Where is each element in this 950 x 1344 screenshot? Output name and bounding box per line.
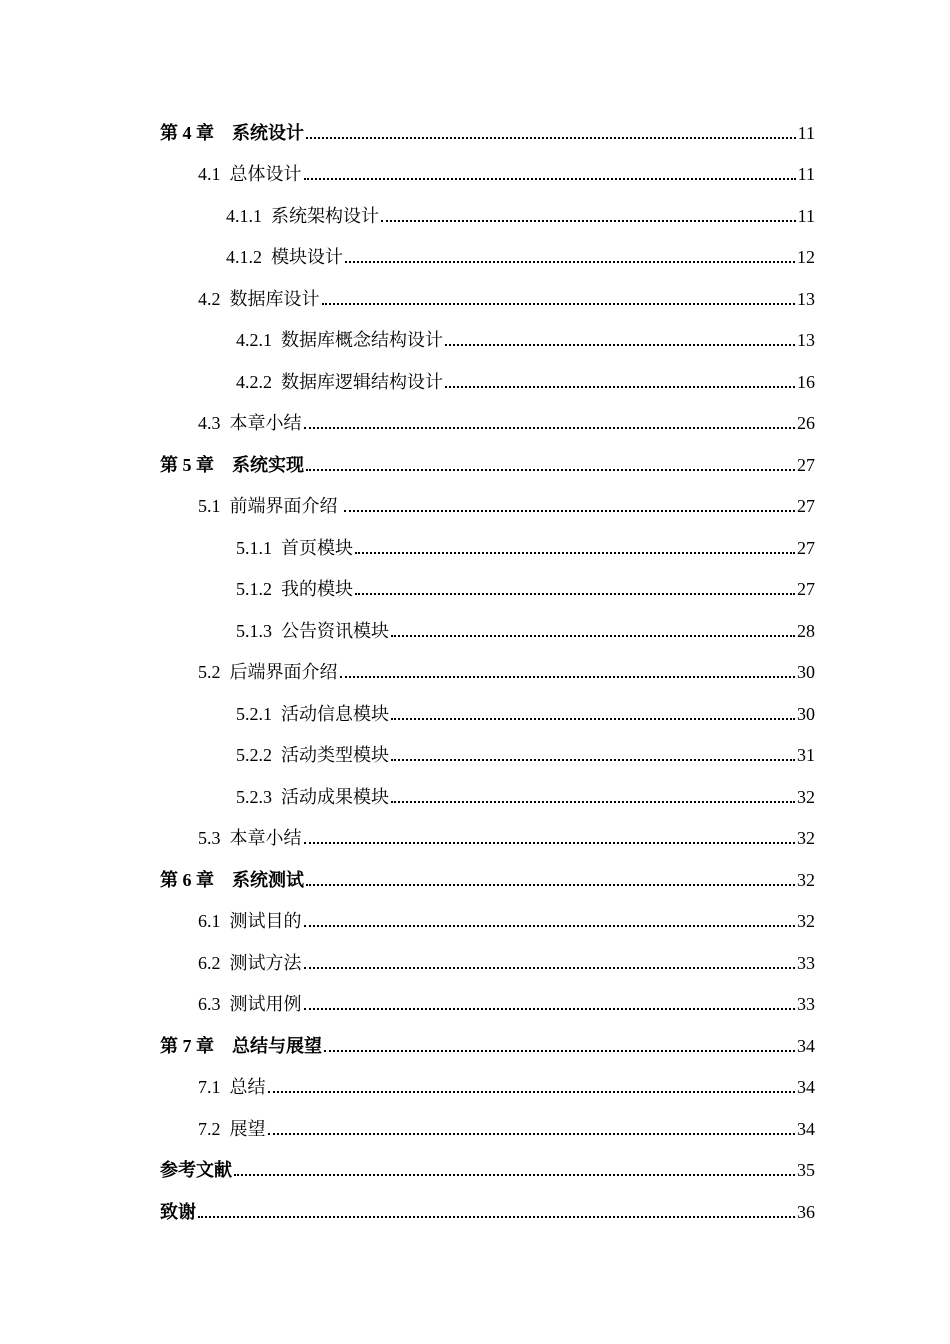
toc-entry-title: 第 4 章 系统设计 [160, 122, 304, 143]
toc-leader-dots [304, 924, 796, 927]
toc-leader-dots [268, 1132, 796, 1135]
toc-entry-page: 28 [797, 620, 815, 641]
toc-entry-6-3[interactable] [160, 984, 815, 1026]
toc-entry-title: 6.2 测试方法 [198, 952, 302, 973]
toc-entry-page: 33 [797, 994, 815, 1015]
toc-entry-title: 4.2 数据库设计 [198, 288, 320, 309]
toc-entry-title: 4.1.2 模块设计 [226, 247, 343, 268]
toc-entry-page: 11 [797, 205, 815, 226]
toc-leader-dots [340, 675, 796, 678]
toc-entry-chapter-5[interactable] [160, 444, 815, 486]
toc-entry-page: 16 [797, 371, 815, 392]
toc-entry-page: 27 [797, 454, 815, 475]
toc-leader-dots [324, 1049, 795, 1052]
toc-entry-title: 致谢 [160, 1201, 196, 1222]
toc-entry-7-1[interactable] [160, 1067, 815, 1109]
toc-entry-page: 31 [797, 745, 815, 766]
toc-entry-page: 34 [797, 1035, 815, 1056]
toc-entry-title: 参考文献 [160, 1160, 232, 1181]
toc-leader-dots [306, 468, 795, 471]
toc-entry-acknowledgements[interactable] [160, 1191, 815, 1233]
toc-entry-title: 4.1.1 系统架构设计 [226, 205, 379, 226]
toc-entry-4-2-2[interactable] [160, 361, 815, 403]
toc-entry-title: 7.2 展望 [198, 1118, 266, 1139]
toc-entry-5-2-2[interactable] [160, 735, 815, 777]
toc-leader-dots [304, 1007, 796, 1010]
toc-entry-5-1-3[interactable] [160, 610, 815, 652]
toc-entry-title: 5.2 后端界面介绍 [198, 662, 338, 683]
toc-entry-title: 6.3 测试用例 [198, 994, 302, 1015]
toc-entry-title: 4.2.2 数据库逻辑结构设计 [236, 371, 443, 392]
toc-entry-5-1-1[interactable] [160, 527, 815, 569]
toc-entry-title: 4.1 总体设计 [198, 164, 302, 185]
toc-leader-dots [391, 758, 795, 761]
toc-entry-7-2[interactable] [160, 1108, 815, 1150]
toc-leader-dots [322, 302, 796, 305]
toc-entry-title: 第 6 章 系统测试 [160, 869, 304, 890]
toc-entry-title: 5.2.2 活动类型模块 [236, 745, 389, 766]
toc-entry-page: 30 [797, 703, 815, 724]
toc-entry-page: 34 [797, 1077, 815, 1098]
toc-entry-4-2[interactable] [160, 278, 815, 320]
toc-entry-page: 11 [797, 122, 815, 143]
toc-leader-dots [344, 509, 795, 512]
toc-entry-title: 第 7 章 总结与展望 [160, 1035, 322, 1056]
toc-entry-title: 5.2.3 活动成果模块 [236, 786, 389, 807]
table-of-contents [160, 112, 815, 1233]
toc-entry-title: 5.3 本章小结 [198, 828, 302, 849]
toc-entry-chapter-4[interactable] [160, 112, 815, 154]
toc-entry-title: 4.2.1 数据库概念结构设计 [236, 330, 443, 351]
toc-entry-title: 5.1.2 我的模块 [236, 579, 353, 600]
toc-leader-dots [391, 634, 795, 637]
toc-entry-title: 5.1 前端界面介绍 [198, 496, 342, 517]
toc-leader-dots [345, 260, 795, 263]
toc-entry-page: 26 [797, 413, 815, 434]
toc-leader-dots [304, 426, 796, 429]
toc-entry-page: 34 [797, 1118, 815, 1139]
toc-entry-chapter-6[interactable] [160, 859, 815, 901]
toc-entry-4-1-2[interactable] [160, 237, 815, 279]
toc-entry-page: 30 [797, 662, 815, 683]
toc-leader-dots [304, 966, 796, 969]
toc-entry-page: 35 [797, 1160, 815, 1181]
toc-entry-page: 32 [797, 828, 815, 849]
toc-entry-page: 33 [797, 952, 815, 973]
toc-entry-page: 36 [797, 1201, 815, 1222]
toc-entry-4-1[interactable] [160, 154, 815, 196]
toc-leader-dots [304, 841, 796, 844]
toc-entry-5-3[interactable] [160, 818, 815, 860]
toc-leader-dots [306, 136, 796, 139]
toc-entry-5-2-3[interactable] [160, 776, 815, 818]
toc-entry-4-2-1[interactable] [160, 320, 815, 362]
toc-entry-4-1-1[interactable] [160, 195, 815, 237]
toc-entry-5-1[interactable] [160, 486, 815, 528]
toc-leader-dots [391, 717, 795, 720]
toc-leader-dots [268, 1090, 796, 1093]
toc-leader-dots [234, 1173, 795, 1176]
toc-leader-dots [445, 385, 795, 388]
toc-leader-dots [391, 800, 795, 803]
toc-entry-page: 32 [797, 786, 815, 807]
toc-leader-dots [306, 883, 795, 886]
toc-entry-title: 4.3 本章小结 [198, 413, 302, 434]
toc-entry-chapter-7[interactable] [160, 1025, 815, 1067]
toc-leader-dots [445, 343, 795, 346]
toc-entry-page: 27 [797, 579, 815, 600]
toc-leader-dots [355, 592, 795, 595]
toc-entry-title: 7.1 总结 [198, 1077, 266, 1098]
toc-entry-page: 11 [797, 164, 815, 185]
toc-entry-references[interactable] [160, 1150, 815, 1192]
toc-entry-page: 12 [797, 247, 815, 268]
toc-entry-6-2[interactable] [160, 942, 815, 984]
toc-entry-page: 27 [797, 537, 815, 558]
toc-entry-4-3[interactable] [160, 403, 815, 445]
toc-entry-page: 13 [797, 288, 815, 309]
toc-leader-dots [304, 177, 796, 180]
toc-leader-dots [381, 219, 796, 222]
toc-leader-dots [355, 551, 795, 554]
toc-entry-title: 5.1.1 首页模块 [236, 537, 353, 558]
toc-entry-title: 第 5 章 系统实现 [160, 454, 304, 475]
toc-entry-5-2-1[interactable] [160, 693, 815, 735]
toc-entry-page: 32 [797, 911, 815, 932]
toc-entry-page: 27 [797, 496, 815, 517]
toc-leader-dots [198, 1215, 795, 1218]
toc-entry-title: 5.2.1 活动信息模块 [236, 703, 389, 724]
toc-entry-page: 13 [797, 330, 815, 351]
toc-entry-5-2[interactable] [160, 652, 815, 694]
toc-entry-page: 32 [797, 869, 815, 890]
toc-entry-5-1-2[interactable] [160, 569, 815, 611]
toc-entry-title: 5.1.3 公告资讯模块 [236, 620, 389, 641]
toc-entry-title: 6.1 测试目的 [198, 911, 302, 932]
toc-entry-6-1[interactable] [160, 901, 815, 943]
